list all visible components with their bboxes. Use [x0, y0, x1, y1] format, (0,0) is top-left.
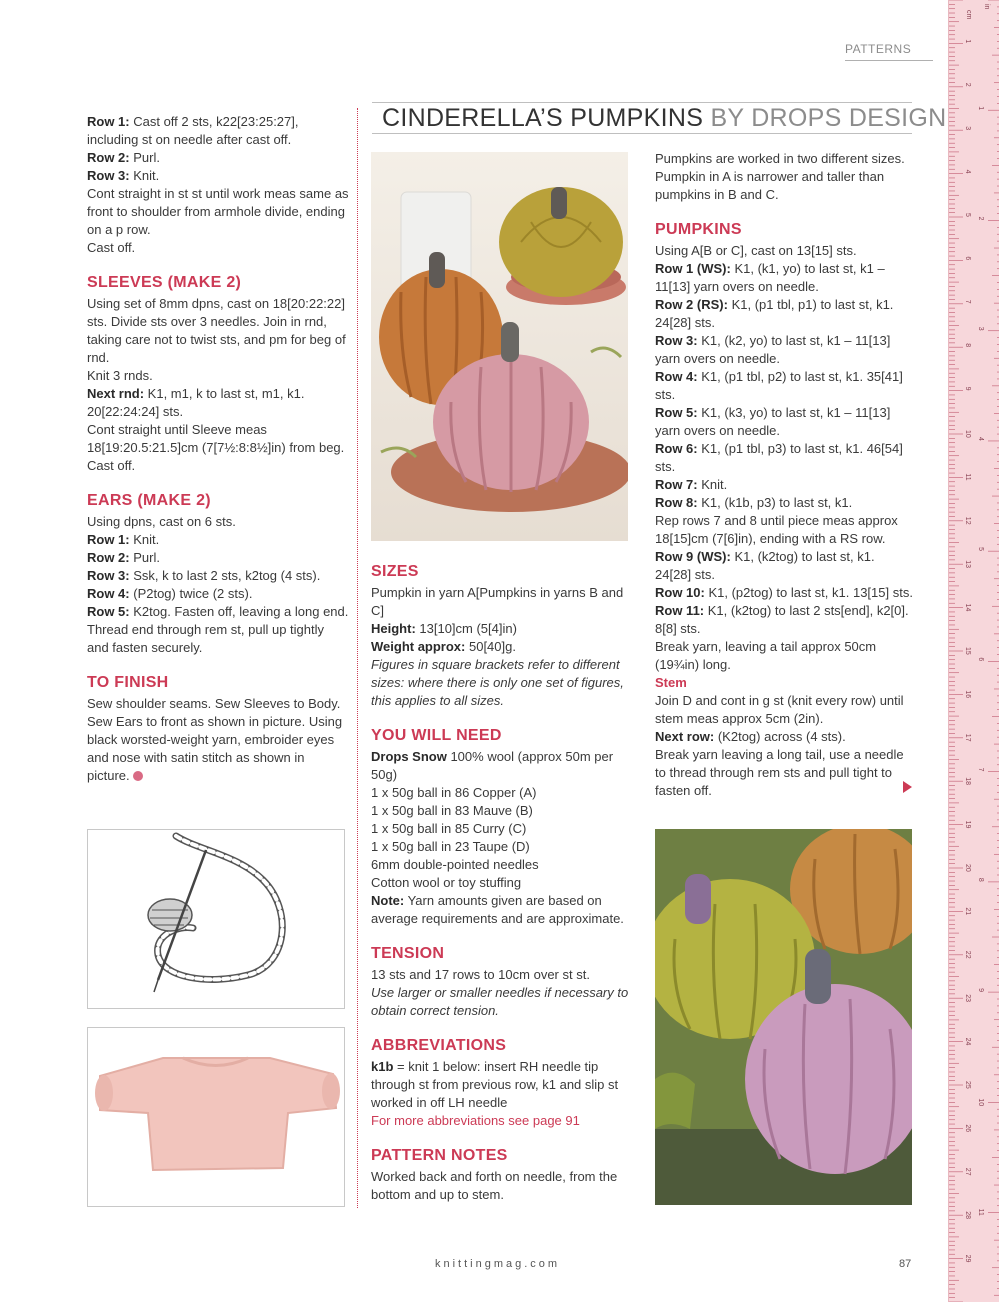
- row-text: K1, m1, k to last st, m1, k1. 20[22:24:24] sts.: [87, 386, 305, 419]
- row-text: = knit 1 below: insert RH needle tip through st from previous row, k1 and slip st worked in off LH needle: [371, 1059, 619, 1110]
- column-divider: [357, 108, 358, 1208]
- row-label: Row 11:: [655, 603, 705, 618]
- row-text: K1, (k2tog) to last 2 sts[end], k2[0]. 8[8] sts.: [655, 603, 909, 636]
- yarn-text: 100% wool (approx 50m per 50g): [371, 749, 614, 782]
- row-text: Ssk, k to last 2 sts, k2tog (4 sts).: [129, 568, 321, 583]
- tension-section: [371, 944, 631, 1020]
- ruler-in-number: 3: [977, 326, 984, 331]
- list-item: 1 x 50g ball in 85 Curry (C): [371, 821, 527, 836]
- ruler-cm-number: 27: [964, 1167, 971, 1176]
- row-text: (K2tog) across (4 sts).: [714, 729, 846, 744]
- ruler-cm-number: 20: [964, 864, 971, 872]
- row-text: Purl.: [129, 150, 160, 165]
- paragraph: Cont straight until Sleeve meas 18[19:20.5:21.5]cm (7[7½:8:8½]in) from beg.: [87, 422, 345, 455]
- sleeves-section: [87, 273, 349, 475]
- row-label: Row 1:: [87, 114, 130, 129]
- row-label: Row 4:: [87, 586, 130, 601]
- row-label: Next row:: [655, 729, 715, 744]
- title-rule-bottom: [372, 133, 912, 134]
- ruler-in-number: 6: [977, 657, 984, 662]
- ears-heading: EARS (MAKE 2): [87, 492, 211, 509]
- paragraph: Pumpkins are worked in two different sizes. Pumpkin in A is narrower and taller than pumpkins in B and C.: [655, 151, 905, 202]
- sweater-illustration: [88, 1028, 344, 1206]
- row-text: (P2tog) twice (2 sts).: [129, 586, 253, 601]
- ruler-cm-number: 18: [964, 777, 971, 785]
- pumpkins-photo: [371, 152, 628, 541]
- row-label: Row 6:: [655, 441, 698, 456]
- ruler-cm-number: 12: [964, 516, 971, 525]
- pumpkins-outdoor-illustration: [655, 829, 912, 1205]
- ruler-cm-number: 15: [964, 647, 971, 655]
- ruler-cm-number: 2: [964, 82, 971, 87]
- footer-website: knittingmag.com: [435, 1258, 561, 1270]
- italic-note: Figures in square brackets refer to different sizes: where there is only one set of figures, this applies to all sizes.: [371, 657, 624, 708]
- paragraph: Using set of 8mm dpns, cast on 18[20:22:22] sts. Divide sts over 3 needles. Join in rnd, taking care not to twist sts, and pm for beg of rnd.: [87, 296, 346, 365]
- list-item: 1 x 50g ball in 86 Copper (A): [371, 785, 537, 800]
- paragraph: Cast off.: [87, 458, 136, 473]
- row-label: Row 4:: [655, 369, 698, 384]
- row-text: K1, (p1 tbl, p1) to last st, k1. 24[28] sts.: [655, 297, 894, 330]
- ruler-cm-number: 19: [964, 820, 971, 829]
- paragraph: 13 sts and 17 rows to 10cm over st st.: [371, 967, 590, 982]
- continue-arrow-icon: [903, 781, 912, 793]
- ruler-cm-number: 10: [964, 430, 971, 438]
- paragraph: Sew shoulder seams. Sew Sleeves to Body. Sew Ears to front as shown in picture. Using black worsted-weight yarn, embroider eyes and nose with satin stitch as shown in picture.: [87, 696, 343, 783]
- title-by: BY DROPS DESIGN: [703, 104, 947, 132]
- list-item: 1 x 50g ball in 83 Mauve (B): [371, 803, 533, 818]
- section-label: PATTERNS: [845, 42, 933, 61]
- row-label: Note:: [371, 893, 405, 908]
- ruler-in-number: 5: [977, 547, 984, 552]
- row-text: 13[10]cm (5[4]in): [415, 621, 517, 636]
- finish-heading: TO FINISH: [87, 674, 169, 691]
- row-label: Row 3:: [87, 168, 130, 183]
- pattern-notes-heading: PATTERN NOTES: [371, 1147, 508, 1164]
- row-text: K1, (p1 tbl, p3) to last st, k1. 46[54] sts.: [655, 441, 903, 474]
- back-rows: [87, 113, 349, 257]
- row-label: Row 5:: [87, 604, 130, 619]
- row-label: Next rnd:: [87, 386, 145, 401]
- ruler-cm-number: 17: [964, 733, 971, 742]
- ruler-cm-number: 9: [964, 386, 971, 391]
- pattern-notes-section: [371, 1146, 631, 1204]
- satin-stitch-diagram: [87, 829, 345, 1009]
- paragraph: Thread end through rem st, pull up tightly and fasten securely.: [87, 622, 325, 655]
- pumpkins-illustration: [371, 152, 628, 541]
- paragraph: Cast off.: [87, 240, 136, 255]
- need-section: [371, 726, 631, 928]
- row-text: Yarn amounts given are based on average requirements and are approximate.: [371, 893, 624, 926]
- ruler-graphic: [949, 0, 999, 1302]
- row-text: Knit.: [129, 532, 160, 547]
- column-left: [87, 113, 349, 801]
- ruler-cm-number: 13: [964, 560, 971, 568]
- need-heading: YOU WILL NEED: [371, 727, 502, 744]
- row-text: K1, (k1, yo) to last st, k1 – 11[13] yarn overs on needle.: [655, 261, 885, 294]
- row-label: Weight approx:: [371, 639, 466, 654]
- row-label: Row 3:: [87, 568, 130, 583]
- row-label: Row 8:: [655, 495, 698, 510]
- ruler-in-number: 9: [977, 988, 984, 993]
- stem-heading: Stem: [655, 675, 687, 690]
- row-label: Row 2 (RS):: [655, 297, 728, 312]
- column-right: [655, 150, 913, 800]
- ruler-cm-number: 23: [964, 994, 971, 1002]
- page-title: [382, 104, 947, 133]
- ruler-cm-number: 25: [964, 1081, 971, 1089]
- sizes-heading: SIZES: [371, 563, 419, 580]
- paragraph: Using A[B or C], cast on 13[15] sts.: [655, 243, 857, 258]
- row-text: K1, (p1 tbl, p2) to last st, k1. 35[41] sts.: [655, 369, 903, 402]
- ruler-cm-number: 1: [964, 39, 971, 44]
- row-label: Row 2:: [87, 550, 130, 565]
- ruler-cm-number: 21: [964, 907, 971, 916]
- ruler-cm-number: 3: [964, 126, 971, 131]
- ruler-cm-number: 29: [964, 1254, 971, 1263]
- list-item: Cotton wool or toy stuffing: [371, 875, 522, 890]
- italic-note: Use larger or smaller needles if necessary to obtain correct tension.: [371, 985, 629, 1018]
- pumpkins-section: [655, 220, 913, 674]
- paragraph: Break yarn leaving a long tail, use a needle to thread through rem sts and pull tight to fasten off.: [655, 747, 904, 798]
- title-rule-top: [372, 102, 912, 103]
- row-label: Row 5:: [655, 405, 698, 420]
- row-label: Row 2:: [87, 150, 130, 165]
- sleeves-heading: SLEEVES (MAKE 2): [87, 274, 242, 291]
- ears-section: [87, 491, 349, 657]
- stem-section: [655, 674, 913, 800]
- ruler-cm-number: 14: [964, 603, 971, 612]
- column-middle: [371, 562, 631, 1220]
- paragraph: Join D and cont in g st (knit every row) until stem meas approx 5cm (2in).: [655, 693, 904, 726]
- paragraph: Cont straight in st st until work meas same as front to shoulder from armhole divide, ending on a p row.: [87, 186, 349, 237]
- row-text: Cast off 2 sts, k22[23:25:27], including st on needle after cast off.: [87, 114, 299, 147]
- ruler-in-number: 7: [977, 767, 984, 772]
- ruler-in-number: 11: [977, 1208, 984, 1216]
- row-text: Knit.: [129, 168, 160, 183]
- row-text: K2tog. Fasten off, leaving a long end.: [129, 604, 349, 619]
- page-number: 87: [899, 1258, 912, 1270]
- row-label: k1b: [371, 1059, 394, 1074]
- list-item: 1 x 50g ball in 23 Taupe (D): [371, 839, 530, 854]
- ruler-cm-number: 28: [964, 1211, 971, 1219]
- ruler-cm-number: 16: [964, 690, 971, 699]
- row-label: Row 10:: [655, 585, 705, 600]
- row-label: Row 9 (WS):: [655, 549, 731, 564]
- row-text: Knit.: [697, 477, 728, 492]
- row-text: Purl.: [129, 550, 160, 565]
- row-label: Row 1:: [87, 532, 130, 547]
- ruler-in-number: 10: [977, 1098, 984, 1107]
- abbreviations-heading: ABBREVIATIONS: [371, 1037, 507, 1054]
- paragraph: Rep rows 7 and 8 until piece meas approx 18[15]cm (7[6]in), ending with a RS row.: [655, 513, 898, 546]
- list-item: 6mm double-pointed needles: [371, 857, 539, 872]
- ruler-cm-number: 8: [964, 343, 971, 348]
- row-text: K1, (k3, yo) to last st, k1 – 11[13] yarn overs on needle.: [655, 405, 891, 438]
- ruler-cm-number: 11: [964, 473, 971, 481]
- more-abbreviations-link[interactable]: For more abbreviations see page 91: [371, 1113, 580, 1128]
- paragraph: Worked back and forth on needle, from the bottom and up to stem.: [371, 1169, 618, 1202]
- row-text: K1, (p2tog) to last st, k1. 13[15] sts.: [704, 585, 913, 600]
- stitch-illustration: [88, 830, 344, 1008]
- yarn-name: Drops Snow: [371, 749, 447, 764]
- paragraph: Pumpkin in yarn A[Pumpkins in yarns B and C]: [371, 585, 624, 618]
- ruler-in-number: 1: [977, 106, 984, 111]
- measuring-ruler: [948, 0, 999, 1302]
- ruler-in-number: 2: [977, 216, 984, 221]
- row-label: Row 1 (WS):: [655, 261, 731, 276]
- ruler-in-number: 4: [977, 436, 984, 441]
- ruler-cm-number: 5: [964, 213, 971, 217]
- intro-section: [655, 150, 913, 204]
- ruler-cm-number: 6: [964, 256, 971, 261]
- sweater-photo: [87, 1027, 345, 1207]
- ruler-cm-number: 26: [964, 1124, 971, 1133]
- paragraph: Using dpns, cast on 6 sts.: [87, 514, 236, 529]
- row-text: K1, (k2, yo) to last st, k1 – 11[13] yarn overs on needle.: [655, 333, 891, 366]
- sizes-section: [371, 562, 631, 710]
- tension-heading: TENSION: [371, 945, 445, 962]
- ruler-in-number: 8: [977, 877, 984, 882]
- ruler-cm-number: 22: [964, 950, 971, 959]
- ruler-cm-number: 4: [964, 169, 971, 174]
- paragraph: Knit 3 rnds.: [87, 368, 153, 383]
- row-text: K1, (k1b, p3) to last st, k1.: [697, 495, 853, 510]
- row-label: Row 3:: [655, 333, 698, 348]
- row-text: 50[40]g.: [465, 639, 516, 654]
- ruler-cm-label: cm: [965, 10, 972, 20]
- pumpkins-heading: PUMPKINS: [655, 221, 742, 238]
- row-text: K1, (k2tog) to last st, k1. 24[28] sts.: [655, 549, 875, 582]
- pumpkins-outdoor-photo: [655, 829, 912, 1205]
- finish-section: [87, 673, 349, 785]
- paragraph: Break yarn, leaving a tail approx 50cm (19¾in) long.: [655, 639, 877, 672]
- ruler-cm-number: 7: [964, 299, 971, 304]
- title-main: CINDERELLA’S PUMPKINS: [382, 104, 704, 132]
- ruler-in-label: in: [983, 4, 990, 10]
- ruler-cm-number: 24: [964, 1037, 971, 1046]
- row-label: Row 7:: [655, 477, 698, 492]
- row-label: Height:: [371, 621, 416, 636]
- yarn-ball-icon: [133, 771, 143, 781]
- abbreviations-section: [371, 1036, 631, 1130]
